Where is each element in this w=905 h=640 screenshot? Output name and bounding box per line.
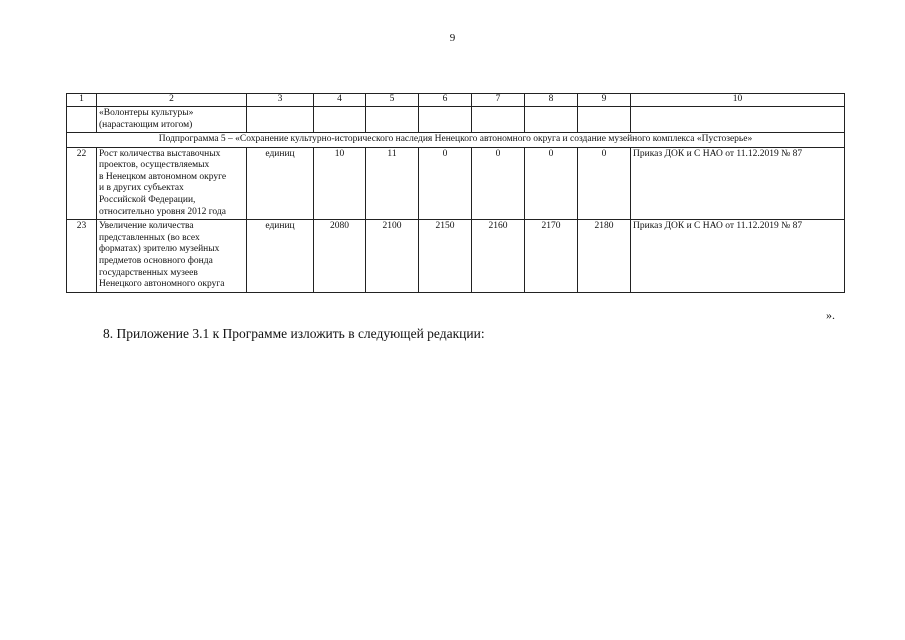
indicator-line: представленных (во всех	[99, 232, 200, 243]
header-cell: 9	[578, 94, 631, 107]
header-cell: 2	[97, 94, 247, 107]
header-cell: 5	[366, 94, 419, 107]
source-cell: Приказ ДОК и С НАО от 11.12.2019 № 87	[631, 147, 845, 219]
header-cell: 8	[525, 94, 578, 107]
page-number: 9	[449, 32, 456, 44]
indicator-line: Увеличение количества	[99, 221, 194, 232]
num-cell	[67, 107, 97, 133]
value-cell: 2160	[472, 220, 525, 292]
source-cell	[631, 107, 845, 133]
indicator-line: в Ненецком автономном округе	[99, 171, 227, 182]
header-cell: 10	[631, 94, 845, 107]
unit-cell: единиц	[247, 220, 314, 292]
row-number: 22	[67, 147, 97, 219]
value-cell	[525, 107, 578, 133]
indicator-cell	[97, 220, 247, 292]
value-cell: 2080	[314, 220, 366, 292]
unit-cell: единиц	[247, 147, 314, 219]
subprogram-row	[67, 133, 845, 148]
header-cell: 4	[314, 94, 366, 107]
indicator-line: «Волонтеры культуры»	[99, 108, 194, 118]
indicator-line: форматах) зрителю музейных	[99, 244, 220, 255]
indicator-line: предметов основного фонда	[99, 255, 213, 266]
table-row	[67, 147, 845, 219]
value-cell	[366, 107, 419, 133]
value-cell	[472, 107, 525, 133]
value-cell: 2150	[419, 220, 472, 292]
instruction-paragraph: 8. Приложение 3.1 к Программе изложить в следующей редакции:	[103, 326, 485, 341]
indicator-line: (нарастающим итогом)	[99, 119, 193, 130]
indicator-cell	[97, 107, 247, 133]
header-cell: 1	[67, 94, 97, 107]
value-cell	[578, 107, 631, 133]
indicator-cell	[97, 147, 247, 219]
indicator-line: относительно уровня 2012 года	[99, 206, 226, 217]
header-row	[67, 94, 845, 107]
unit-cell	[247, 107, 314, 133]
value-cell: 2180	[578, 220, 631, 292]
value-cell: 2170	[525, 220, 578, 292]
row-number: 23	[67, 220, 97, 292]
header-cell: 7	[472, 94, 525, 107]
value-cell	[419, 107, 472, 133]
table-row	[67, 220, 845, 292]
value-cell: 0	[525, 147, 578, 219]
continuation-row	[67, 107, 845, 133]
value-cell: 11	[366, 147, 419, 219]
closing-quote: ».	[826, 308, 835, 322]
indicator-line: и в других субъектах	[99, 183, 184, 194]
header-cell: 3	[247, 94, 314, 107]
value-cell: 2100	[366, 220, 419, 292]
value-cell: 0	[472, 147, 525, 219]
indicator-line: Российской Федерации,	[99, 195, 196, 206]
indicators-table	[66, 93, 845, 293]
value-cell: 0	[578, 147, 631, 219]
indicator-line: государственных музеев	[99, 267, 198, 278]
indicator-line: проектов, осуществляемых	[99, 160, 210, 171]
value-cell: 0	[419, 147, 472, 219]
value-cell	[314, 107, 366, 133]
header-cell: 6	[419, 94, 472, 107]
indicator-line: Ненецкого автономного округа	[99, 279, 225, 290]
subprogram-title: Подпрограмма 5 – «Сохранение культурно-исторического наследия Ненецкого автономного округа и создание музейного комплекса «Пустозерье»	[67, 133, 845, 148]
indicator-line: Рост количества выставочных	[99, 148, 221, 159]
source-cell: Приказ ДОК и С НАО от 11.12.2019 № 87	[631, 220, 845, 292]
value-cell: 10	[314, 147, 366, 219]
